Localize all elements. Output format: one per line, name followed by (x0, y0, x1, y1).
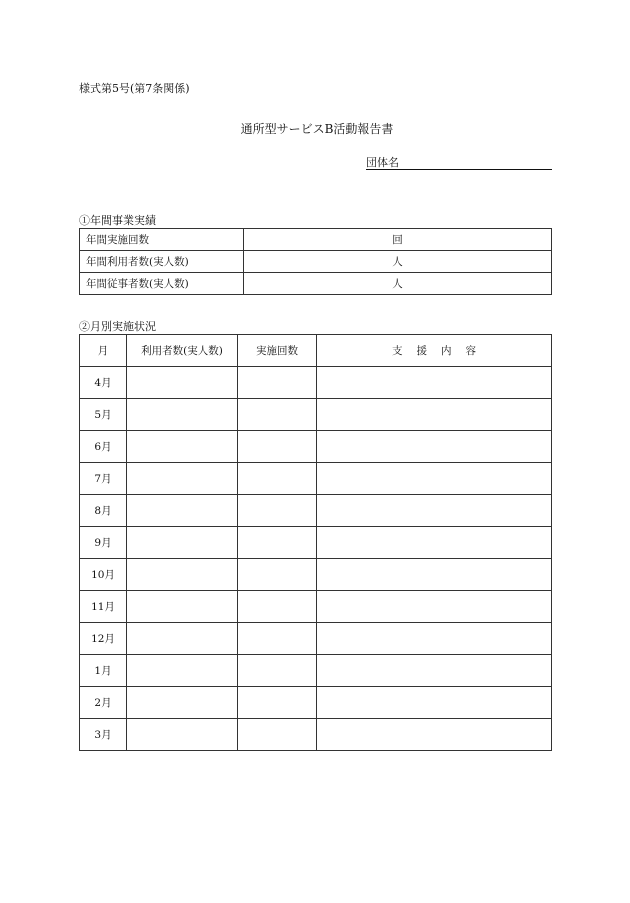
users-cell[interactable] (127, 463, 238, 495)
header-users: 利用者数(実人数) (127, 335, 238, 367)
count-cell[interactable] (238, 687, 317, 719)
header-month: 月 (80, 335, 127, 367)
users-cell[interactable] (127, 623, 238, 655)
table-row (80, 687, 552, 719)
month-cell: 10月 (80, 559, 127, 591)
header-support: 支援内容 (317, 335, 552, 367)
support-cell[interactable] (317, 463, 552, 495)
month-cell: 1月 (80, 655, 127, 687)
month-cell: 3月 (80, 719, 127, 751)
annual-row-staff (80, 273, 552, 295)
annual-row-value-cell[interactable] (244, 273, 552, 295)
monthly-status-table (79, 334, 552, 751)
month-cell: 12月 (80, 623, 127, 655)
count-cell[interactable] (238, 719, 317, 751)
count-cell[interactable] (238, 431, 317, 463)
support-cell[interactable] (317, 399, 552, 431)
monthly-header-row (80, 335, 552, 367)
users-cell[interactable] (127, 367, 238, 399)
users-cell[interactable] (127, 399, 238, 431)
table-row (80, 367, 552, 399)
support-cell[interactable] (317, 687, 552, 719)
table-row (80, 399, 552, 431)
count-cell[interactable] (238, 463, 317, 495)
users-cell[interactable] (127, 687, 238, 719)
month-cell: 8月 (80, 495, 127, 527)
support-cell[interactable] (317, 623, 552, 655)
users-cell[interactable] (127, 495, 238, 527)
month-cell: 9月 (80, 527, 127, 559)
organization-name-label: 団体名 (366, 156, 399, 169)
support-cell[interactable] (317, 591, 552, 623)
annual-row-users (80, 251, 552, 273)
month-cell: 2月 (80, 687, 127, 719)
annual-results-table (79, 228, 552, 295)
table-row (80, 719, 552, 751)
support-cell[interactable] (317, 527, 552, 559)
document-title: 通所型サービスB活動報告書 (240, 122, 394, 136)
table-row (80, 591, 552, 623)
organization-name-field[interactable] (366, 156, 552, 170)
month-cell: 4月 (80, 367, 127, 399)
table-row (80, 495, 552, 527)
annual-row-value-cell[interactable] (244, 229, 552, 251)
count-cell[interactable] (238, 367, 317, 399)
users-cell[interactable] (127, 655, 238, 687)
support-cell[interactable] (317, 559, 552, 591)
unit-label: 回 (392, 234, 403, 246)
support-cell[interactable] (317, 495, 552, 527)
support-cell[interactable] (317, 367, 552, 399)
annual-row-sessions (80, 229, 552, 251)
users-cell[interactable] (127, 527, 238, 559)
users-cell[interactable] (127, 719, 238, 751)
annual-results-heading: ①年間事業実績 (79, 214, 156, 227)
table-row (80, 527, 552, 559)
count-cell[interactable] (238, 655, 317, 687)
month-cell: 6月 (80, 431, 127, 463)
form-reference: 様式第5号(第7条関係) (79, 82, 190, 95)
table-row (80, 655, 552, 687)
count-cell[interactable] (238, 623, 317, 655)
header-count: 実施回数 (238, 335, 317, 367)
annual-row-label: 年間実施回数 (80, 229, 244, 251)
unit-label: 人 (392, 256, 403, 268)
table-row (80, 623, 552, 655)
month-cell: 11月 (80, 591, 127, 623)
annual-row-label: 年間従事者数(実人数) (80, 273, 244, 295)
table-row (80, 431, 552, 463)
monthly-status-heading: ②月別実施状況 (79, 320, 156, 333)
users-cell[interactable] (127, 559, 238, 591)
support-cell[interactable] (317, 719, 552, 751)
support-cell[interactable] (317, 431, 552, 463)
month-cell: 7月 (80, 463, 127, 495)
support-cell[interactable] (317, 655, 552, 687)
annual-row-value-cell[interactable] (244, 251, 552, 273)
table-row (80, 463, 552, 495)
count-cell[interactable] (238, 527, 317, 559)
table-row (80, 559, 552, 591)
unit-label: 人 (392, 278, 403, 290)
month-cell: 5月 (80, 399, 127, 431)
monthly-rows (80, 367, 552, 751)
users-cell[interactable] (127, 431, 238, 463)
count-cell[interactable] (238, 495, 317, 527)
annual-row-label: 年間利用者数(実人数) (80, 251, 244, 273)
count-cell[interactable] (238, 399, 317, 431)
users-cell[interactable] (127, 591, 238, 623)
count-cell[interactable] (238, 559, 317, 591)
count-cell[interactable] (238, 591, 317, 623)
